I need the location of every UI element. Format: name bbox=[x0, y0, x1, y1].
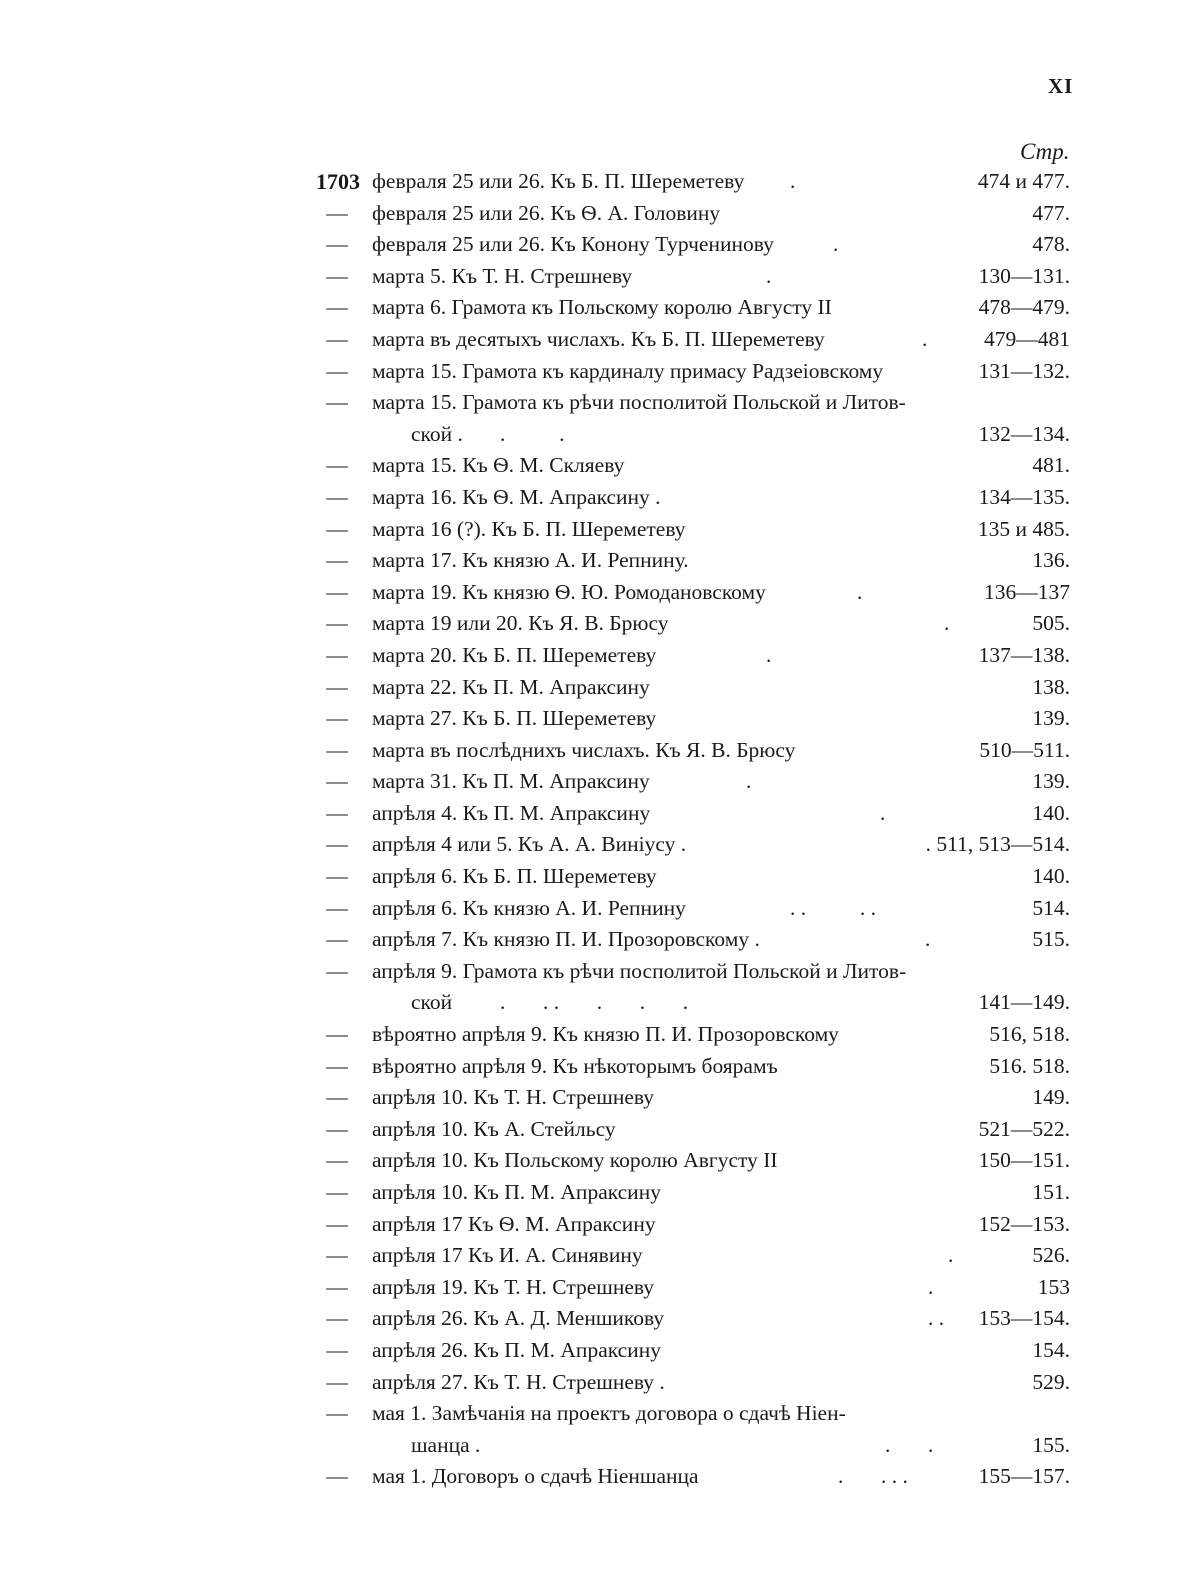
page-number: XI bbox=[1048, 74, 1074, 98]
entry-leader-dots: . bbox=[766, 642, 772, 667]
entry-leader-dots: . . . . . . bbox=[500, 990, 689, 1015]
entry-pages: 139. bbox=[1032, 769, 1070, 794]
toc-entry bbox=[0, 672, 1191, 704]
toc-entry bbox=[0, 608, 1191, 640]
entry-dash: — bbox=[326, 1306, 348, 1331]
entry-title: марта 31. Къ П. М. Апраксину bbox=[372, 769, 650, 794]
entry-dash: — bbox=[326, 390, 348, 415]
entry-title: марта 15. Къ Ѳ. М. Скляеву bbox=[372, 453, 625, 478]
toc-entry bbox=[0, 545, 1191, 577]
entry-dash: — bbox=[326, 864, 348, 889]
entry-pages: 479—481 bbox=[984, 326, 1070, 351]
table-of-contents bbox=[0, 166, 1191, 1493]
toc-entry bbox=[0, 1461, 1191, 1493]
entry-pages: 510—511. bbox=[979, 737, 1070, 762]
toc-entry bbox=[0, 766, 1191, 798]
entry-pages: 132—134. bbox=[978, 421, 1070, 446]
entry-title: шанца . bbox=[411, 1432, 481, 1457]
entry-pages: 131—132. bbox=[978, 358, 1070, 383]
toc-entry bbox=[0, 1272, 1191, 1304]
entry-pages: 136—137 bbox=[984, 579, 1070, 604]
entry-pages: 474 и 477. bbox=[977, 169, 1070, 193]
toc-entry bbox=[0, 1367, 1191, 1399]
entry-pages: 516, 518. bbox=[989, 1022, 1070, 1047]
entry-title: марта въ послѣднихъ числахъ. Къ Я. В. Брюсу bbox=[372, 737, 796, 762]
entry-pages: 478—479. bbox=[978, 295, 1070, 320]
entry-pages: 514. bbox=[1032, 895, 1070, 920]
entry-leader-dots: . bbox=[925, 927, 931, 952]
entry-dash: — bbox=[326, 1085, 348, 1110]
toc-entry bbox=[0, 1303, 1191, 1335]
entry-pages: 135 и 485. bbox=[977, 516, 1070, 541]
entry-dash: — bbox=[326, 895, 348, 920]
entry-title: марта въ десятыхъ числахъ. Къ Б. П. Шереметеву bbox=[372, 326, 825, 351]
entry-pages: . 511, 513—514. bbox=[925, 832, 1070, 857]
entry-title: апрѣля 26. Къ А. Д. Меншикову bbox=[372, 1306, 665, 1331]
entry-leader-dots: . . . . bbox=[838, 1464, 908, 1489]
entry-pages: 140. bbox=[1032, 864, 1070, 889]
entry-leader-dots: . bbox=[922, 326, 928, 351]
entry-dash: — bbox=[326, 548, 348, 573]
toc-entry bbox=[0, 324, 1191, 356]
entry-title: апрѣля 27. Къ Т. Н. Стрешневу . bbox=[372, 1369, 665, 1394]
entry-title: марта 19. Къ князю Ѳ. Ю. Ромодановскому bbox=[372, 579, 766, 604]
toc-entry bbox=[0, 577, 1191, 609]
entry-title: марта 15. Грамота къ кардиналу примасу Радзеіовскому bbox=[372, 358, 884, 383]
toc-entry bbox=[0, 261, 1191, 293]
toc-entry bbox=[0, 1019, 1191, 1051]
entry-pages: 516. 518. bbox=[989, 1053, 1070, 1078]
toc-entry bbox=[0, 1051, 1191, 1083]
entry-leader-dots: . bbox=[928, 1274, 934, 1299]
entry-title: апрѣля 6. Къ Б. П. Шереметеву bbox=[372, 864, 657, 889]
toc-entry bbox=[0, 987, 1191, 1019]
entry-pages: 150—151. bbox=[978, 1148, 1070, 1173]
entry-leader-dots: . bbox=[790, 169, 796, 193]
entry-leader-dots: . bbox=[948, 1243, 954, 1268]
toc-entry bbox=[0, 924, 1191, 956]
entry-dash: — bbox=[326, 232, 348, 257]
entry-pages: 515. bbox=[1032, 927, 1070, 952]
toc-entry bbox=[0, 387, 1191, 419]
entry-title: апрѣля 9. Грамота къ рѣчи посполитой Польской и Литов- bbox=[372, 958, 907, 983]
entry-title: марта 27. Къ Б. П. Шереметеву bbox=[372, 706, 657, 731]
entry-dash: — bbox=[326, 927, 348, 952]
entry-leader-dots: . . . . bbox=[790, 895, 876, 920]
toc-entry bbox=[0, 198, 1191, 230]
entry-title: апрѣля 19. Къ Т. Н. Стрешневу bbox=[372, 1274, 655, 1299]
entry-leader-dots: . bbox=[746, 769, 752, 794]
entry-leader-dots: . . bbox=[885, 1432, 934, 1457]
entry-pages: 152—153. bbox=[978, 1211, 1070, 1236]
entry-dash: — bbox=[326, 1053, 348, 1078]
entry-title: апрѣля 4. Къ П. М. Апраксину bbox=[372, 800, 651, 825]
entry-title: ской bbox=[411, 990, 453, 1015]
entry-pages: 526. bbox=[1032, 1243, 1070, 1268]
toc-entry bbox=[0, 356, 1191, 388]
entry-title: марта 19 или 20. Къ Я. В. Брюсу bbox=[372, 611, 669, 636]
toc-entry bbox=[0, 893, 1191, 925]
entry-dash: — bbox=[326, 295, 348, 320]
toc-entry bbox=[0, 450, 1191, 482]
entry-pages: 138. bbox=[1032, 674, 1070, 699]
toc-entry bbox=[0, 166, 1191, 198]
entry-title: апрѣля 7. Къ князю П. И. Прозоровскому . bbox=[372, 927, 760, 952]
entry-pages: 153 bbox=[1037, 1274, 1070, 1299]
entry-pages: 134—135. bbox=[978, 484, 1070, 509]
entry-pages: 155. bbox=[1032, 1432, 1070, 1457]
entry-dash: — bbox=[326, 1464, 348, 1489]
entry-leader-dots: . bbox=[857, 579, 863, 604]
toc-entry bbox=[0, 1114, 1191, 1146]
entry-title: мая 1. Замѣчанія на проектъ договора о сдачѣ Ніен- bbox=[372, 1401, 846, 1426]
entry-dash: — bbox=[326, 800, 348, 825]
toc-entry bbox=[0, 229, 1191, 261]
entry-leader-dots: . . bbox=[500, 421, 565, 446]
entry-title: вѣроятно апрѣля 9. Къ нѣкоторымъ боярамъ bbox=[372, 1053, 778, 1078]
toc-entry bbox=[0, 419, 1191, 451]
entry-dash: — bbox=[326, 484, 348, 509]
entry-pages: 137—138. bbox=[978, 642, 1070, 667]
entry-pages: 154. bbox=[1032, 1337, 1070, 1362]
entry-pages: 140. bbox=[1032, 800, 1070, 825]
entry-title: апрѣля 4 или 5. Къ А. А. Виніусу . bbox=[372, 832, 687, 857]
toc-entry bbox=[0, 1335, 1191, 1367]
entry-dash: — bbox=[326, 674, 348, 699]
entry-dash: — bbox=[326, 1401, 348, 1426]
entry-dash: — bbox=[326, 1211, 348, 1236]
entry-pages: 155—157. bbox=[978, 1464, 1070, 1489]
entry-dash: — bbox=[326, 958, 348, 983]
entry-leader-dots: . bbox=[833, 232, 839, 257]
entry-dash: — bbox=[326, 453, 348, 478]
entry-dash: — bbox=[326, 1337, 348, 1362]
entry-title: апрѣля 6. Къ князю А. И. Репнину bbox=[372, 895, 686, 920]
entry-year: 1703 bbox=[316, 169, 360, 194]
toc-entry bbox=[0, 292, 1191, 324]
entry-title: февраля 25 или 26. Къ Б. П. Шереметеву bbox=[372, 169, 745, 193]
entry-title: марта 15. Грамота къ рѣчи посполитой Польской и Литов- bbox=[372, 390, 906, 415]
toc-entry bbox=[0, 798, 1191, 830]
entry-title: апрѣля 17 Къ Ѳ. М. Апраксину bbox=[372, 1211, 656, 1236]
toc-entry bbox=[0, 735, 1191, 767]
entry-dash: — bbox=[326, 642, 348, 667]
toc-entry bbox=[0, 956, 1191, 988]
entry-pages: 481. bbox=[1032, 453, 1070, 478]
entry-dash: — bbox=[326, 1369, 348, 1394]
entry-title: февраля 25 или 26. Къ Ѳ. А. Головину bbox=[372, 200, 721, 225]
entry-leader-dots: . bbox=[766, 263, 772, 288]
entry-pages: 521—522. bbox=[978, 1116, 1070, 1141]
entry-pages: 141—149. bbox=[978, 990, 1070, 1015]
entry-title: апрѣля 10. Къ П. М. Апраксину bbox=[372, 1180, 661, 1204]
entry-title: марта 5. Къ Т. Н. Стрешневу bbox=[372, 263, 633, 288]
toc-entry bbox=[0, 514, 1191, 546]
entry-pages: 136. bbox=[1032, 548, 1070, 573]
entry-dash: — bbox=[326, 516, 348, 541]
entry-pages: 529. bbox=[1032, 1369, 1070, 1394]
entry-title: марта 6. Грамота къ Польскому королю Августу II bbox=[372, 295, 832, 320]
entry-dash: — bbox=[326, 1148, 348, 1173]
toc-entry bbox=[0, 1430, 1191, 1462]
entry-title: марта 16. Къ Ѳ. М. Апраксину . bbox=[372, 484, 661, 509]
entry-leader-dots: . bbox=[944, 611, 950, 636]
entry-title: апрѣля 26. Къ П. М. Апраксину bbox=[372, 1337, 661, 1362]
toc-entry bbox=[0, 1145, 1191, 1177]
entry-leader-dots: . bbox=[880, 800, 886, 825]
entry-dash: — bbox=[326, 1180, 348, 1204]
toc-entry bbox=[0, 861, 1191, 893]
toc-entry bbox=[0, 1082, 1191, 1114]
pages-column-header: Стр. bbox=[1020, 139, 1070, 164]
toc-entry bbox=[0, 1240, 1191, 1272]
entry-title: марта 17. Къ князю А. И. Репнину. bbox=[372, 548, 689, 573]
toc-entry bbox=[0, 482, 1191, 514]
entry-pages: 478. bbox=[1032, 232, 1070, 257]
entry-dash: — bbox=[326, 579, 348, 604]
toc-entry bbox=[0, 640, 1191, 672]
entry-title: февраля 25 или 26. Къ Конону Турченинову bbox=[372, 232, 774, 257]
entry-pages: 149. bbox=[1032, 1085, 1070, 1110]
toc-entry bbox=[0, 1209, 1191, 1241]
entry-title: марта 20. Къ Б. П. Шереметеву bbox=[372, 642, 657, 667]
toc-entry bbox=[0, 1177, 1191, 1209]
entry-dash: — bbox=[326, 1022, 348, 1047]
entry-leader-dots: . . bbox=[928, 1306, 945, 1331]
entry-dash: — bbox=[326, 1274, 348, 1299]
entry-dash: — bbox=[326, 737, 348, 762]
toc-entry bbox=[0, 1398, 1191, 1430]
entry-dash: — bbox=[326, 200, 348, 225]
entry-dash: — bbox=[326, 706, 348, 731]
entry-title: апрѣля 10. Къ Т. Н. Стрешневу bbox=[372, 1085, 655, 1110]
entry-pages: 130—131. bbox=[978, 263, 1070, 288]
entry-title: апрѣля 17 Къ И. А. Синявину bbox=[372, 1243, 643, 1268]
toc-entry bbox=[0, 829, 1191, 861]
entry-title: марта 22. Къ П. М. Апраксину bbox=[372, 674, 650, 699]
toc-entry bbox=[0, 703, 1191, 735]
entry-dash: — bbox=[326, 358, 348, 383]
entry-title: апрѣля 10. Къ Польскому королю Августу II bbox=[372, 1148, 778, 1173]
entry-dash: — bbox=[326, 326, 348, 351]
entry-title: мая 1. Договоръ о сдачѣ Ніеншанца bbox=[372, 1464, 699, 1489]
entry-title: апрѣля 10. Къ А. Стейльсу bbox=[372, 1116, 616, 1141]
entry-pages: 153—154. bbox=[978, 1306, 1070, 1331]
entry-pages: 505. bbox=[1032, 611, 1070, 636]
entry-dash: — bbox=[326, 1116, 348, 1141]
entry-dash: — bbox=[326, 832, 348, 857]
entry-pages: 139. bbox=[1032, 706, 1070, 731]
entry-title: вѣроятно апрѣля 9. Къ князю П. И. Прозоровскому bbox=[372, 1022, 839, 1047]
entry-dash: — bbox=[326, 263, 348, 288]
entry-title: марта 16 (?). Къ Б. П. Шереметеву bbox=[372, 516, 686, 541]
entry-dash: — bbox=[326, 1243, 348, 1268]
entry-pages: 477. bbox=[1032, 200, 1070, 225]
entry-pages: 151. bbox=[1032, 1180, 1070, 1204]
entry-dash: — bbox=[326, 611, 348, 636]
entry-dash: — bbox=[326, 769, 348, 794]
entry-title: ской . bbox=[411, 421, 463, 446]
